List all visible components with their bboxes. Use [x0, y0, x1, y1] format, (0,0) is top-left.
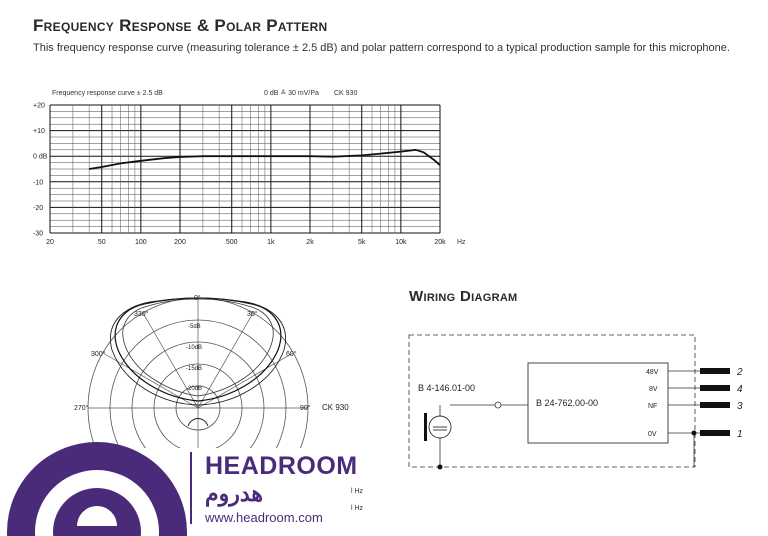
polar-angle-30: 30° [247, 311, 258, 318]
pin-terminal-4 [700, 385, 730, 391]
wiring-diagram [400, 325, 760, 475]
freq-x-tick-label: 1k [267, 239, 275, 246]
freq-y-tick-label: 0 dB [33, 153, 48, 161]
freq-x-tick-label: 20 [46, 239, 54, 246]
pin-label-0v: 0V [648, 431, 657, 438]
polar-angle-90: 90° [300, 405, 311, 412]
freq-caption-model: CK 930 [334, 90, 358, 97]
pin-number-2: 2 [737, 367, 743, 378]
polar-grid [88, 298, 308, 448]
pin-number-3: 3 [737, 401, 743, 412]
polar-angle-60: 60° [286, 351, 297, 358]
logo-wordmark: HEADROOM [205, 452, 358, 480]
polar-angle-270: 270° [74, 405, 89, 412]
polar-ring-20db: -20dB [186, 386, 203, 392]
freq-y-tick-label: +20 [33, 102, 45, 110]
section-title-frequency: Frequency Response & Polar Pattern [33, 16, 328, 35]
logo-arabic-wordmark: هدروم [205, 481, 264, 506]
polar-angle-300: 300° [91, 351, 106, 358]
polar-ring-5db: -5dB [188, 324, 201, 330]
freq-caption-sensitivity: 0 dB ≙ 30 mV/Pa [264, 90, 319, 97]
headroom-logo-mark [0, 430, 200, 536]
freq-x-tick-label: 2k [306, 239, 314, 246]
frequency-response-chart [0, 80, 480, 250]
pin-number-1: 1 [737, 429, 743, 440]
freq-x-unit: Hz [457, 239, 466, 246]
polar-angle-0: 0° [194, 295, 201, 302]
pin-terminal-1 [700, 430, 730, 436]
cut-text-fragment-1: l Hz [351, 488, 364, 495]
freq-x-tick-label: 100 [135, 239, 147, 246]
capsule-label: B 4-146.01-00 [418, 383, 476, 393]
polar-pattern-chart [60, 288, 380, 448]
module-label: B 24-762.00-00 [536, 398, 599, 408]
polar-ring-10db: -10dB [186, 345, 203, 351]
cut-text-fragment-2: l Hz [351, 505, 364, 512]
pin-label-48v: 48V [646, 369, 659, 376]
freq-y-tick-label: -20 [33, 204, 44, 212]
freq-x-tick-label: 20k [434, 239, 446, 246]
freq-x-tick-label: 500 [225, 239, 238, 246]
freq-x-tick-label: 10k [395, 239, 407, 246]
freq-x-tick-labels [46, 239, 446, 246]
pin-number-4: 4 [737, 384, 743, 395]
freq-caption-left: Frequency response curve ± 2.5 dB [52, 90, 163, 97]
section-description: This frequency response curve (measuring tolerance ± 2.5 dB) and polar pattern correspond to a typical production sample for this microphone. [33, 42, 730, 54]
freq-x-tick-label: 5k [358, 239, 366, 246]
polar-ring-15db: -15dB [186, 366, 203, 372]
freq-y-tick-label: +10 [33, 128, 45, 136]
freq-x-tick-label: 200 [174, 239, 186, 246]
freq-y-tick-label: -30 [33, 230, 44, 238]
pin-label-nf: NF [648, 403, 658, 410]
freq-y-tick-label: -10 [33, 179, 44, 187]
freq-x-tick-label: 50 [97, 239, 106, 246]
freq-grid [50, 105, 440, 233]
logo-url[interactable]: www.headroom.com [205, 510, 323, 525]
pin-label-8v: 8V [649, 386, 658, 393]
freq-response-curve [89, 150, 440, 169]
polar-model-label: CK 930 [322, 403, 349, 412]
logo-divider [190, 452, 192, 524]
pin-terminal-2 [700, 368, 730, 374]
freq-y-tick-labels [33, 103, 48, 238]
section-title-wiring: Wiring Diagram [409, 288, 518, 305]
pin-terminal-3 [700, 402, 730, 408]
polar-angle-330: 330° [134, 311, 149, 318]
